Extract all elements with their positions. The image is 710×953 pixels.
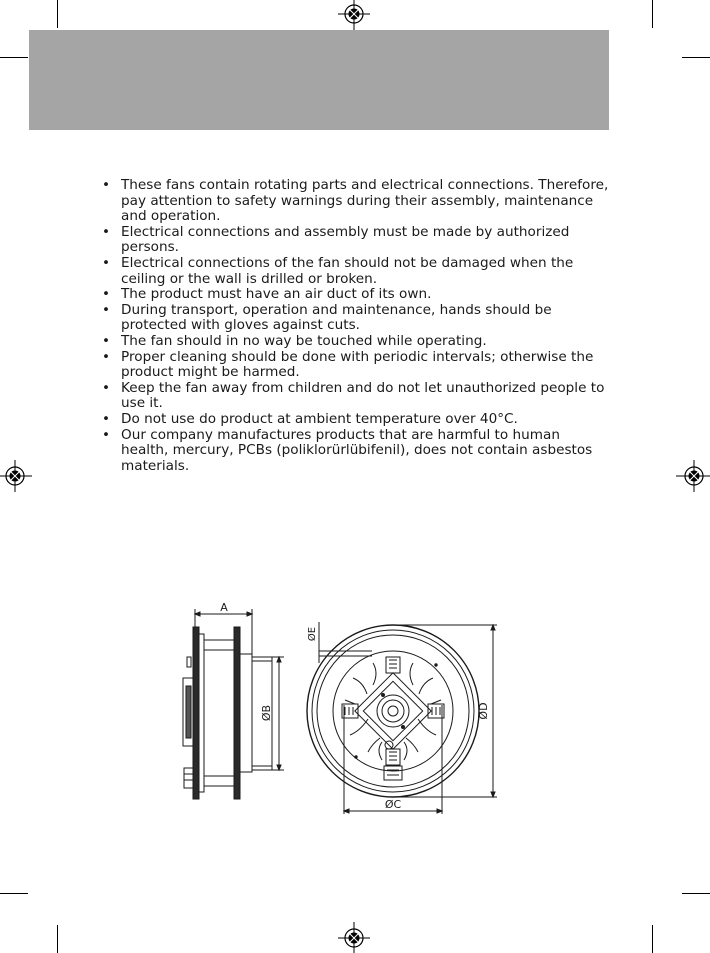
safety-warning-item: • These fans contain rotating parts and electrical connections. Therefore, pay attention to safety warnings during their assembly, maintenance and operation. — [100, 178, 610, 225]
safety-warning-item: • Do not use do product at ambient temperature over 40°C. — [100, 412, 610, 428]
safety-warning-item: • Our company manufactures products that are harmful to human health, mercury, PCBs (poliklorürlübifenil), does not contain asbestos materials. — [100, 428, 610, 475]
safety-warning-item: • During transport, operation and maintenance, hands should be protected with gloves against cuts. — [100, 303, 610, 334]
front-view — [306, 622, 497, 814]
side-view — [183, 601, 284, 799]
safety-warning-item: • Proper cleaning should be done with periodic intervals; otherwise the product might be harmed. — [100, 350, 610, 381]
safety-warning-item: • The product must have an air duct of its own. — [100, 287, 610, 303]
safety-warning-item: • Keep the fan away from children and do not let unauthorized people to use it. — [100, 381, 610, 412]
dim-b-label: ØB — [260, 704, 273, 722]
dim-a-label: A — [220, 601, 228, 614]
safety-warning-item: • The fan should in no way be touched while operating. — [100, 334, 610, 350]
safety-warning-item: • Electrical connections and assembly must be made by authorized persons. — [100, 225, 610, 256]
dim-d-label: ØD — [477, 702, 490, 720]
dim-c-label: ØC — [384, 798, 402, 811]
safety-warning-item: • Electrical connections of the fan should not be damaged when the ceiling or the wall is drilled or broken. — [100, 256, 610, 287]
dim-e-label: ØE — [307, 626, 318, 642]
